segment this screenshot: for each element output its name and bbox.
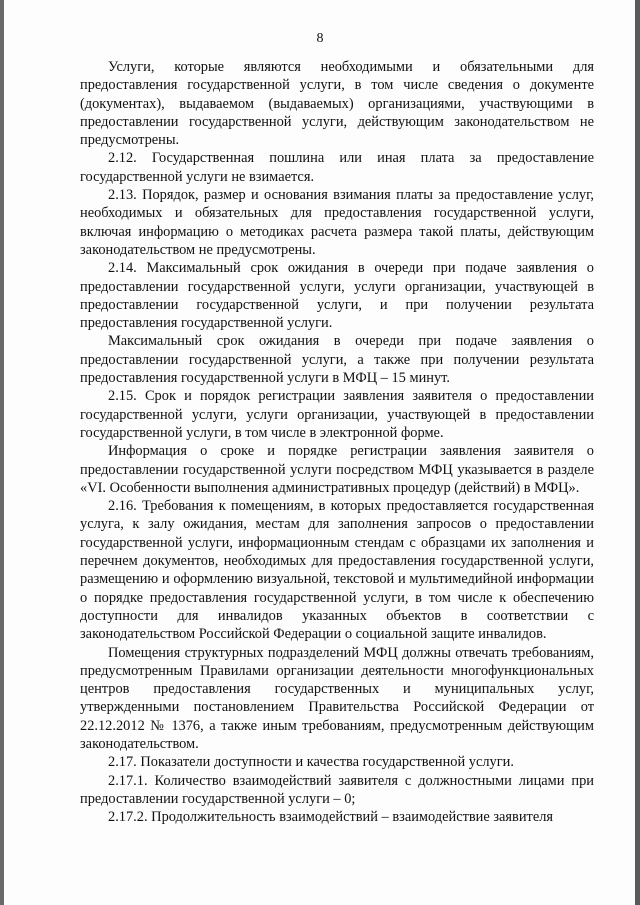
paragraph-2-12: 2.12. Государственная пошлина или иная плата за предоставление государственной услуги не взимается. — [80, 150, 594, 185]
paragraph-registration-info: Информация о сроке и порядке регистрации заявления заявителя о предоставлении государственной услуги посредством МФЦ указывается в разделе «VI. Особенности выполнения административных процедур (действий) в МФЦ». — [80, 443, 594, 496]
document-body — [80, 58, 594, 826]
paragraph-2-17: 2.17. Показатели доступности и качества государственной услуги. — [108, 754, 514, 771]
paragraph-2-16: 2.16. Требования к помещениям, в которых предоставляется государственная услуга, к залу ожидания, местам для заполнения запросов о предоставлении государственной услуги, информационным стендам с образцами их заполнения и перечнем документов, необходимых для предоставления государственной услуги, размещению и оформлению визуальной, текстовой и мультимедийной информации о порядке предоставления государственной услуги, в том числе к обеспечению доступности для инвалидов указанных объектов в соответствии с законодательством Российской Федерации о социальной защите инвалидов. — [80, 498, 594, 643]
paragraph-2-17-1: 2.17.1. Количество взаимодействий заявителя с должностными лицами при предоставлении государственной услуги – 0; — [80, 772, 594, 807]
paragraph-max-wait-time: Максимальный срок ожидания в очереди при подаче заявления о предоставлении государственной услуги, а также при получении результата предоставления государственной услуги в МФЦ – 15 минут. — [80, 333, 594, 387]
paragraph-premises-requirements: Помещения структурных подразделений МФЦ должны отвечать требованиям, предусмотренным Правилами организации деятельности многофункциональных центров предоставления государственных и муниципальных услуг, утвержденными постановлением Правительства Российской Федерации от 22.12.2012 № 1376, а также иным требованиям, предусмотренным действующим законодательством. — [80, 644, 594, 752]
paragraph-2-17-2: 2.17.2. Продолжительность взаимодействий – взаимодействие заявителя — [108, 809, 554, 826]
paragraph-services-not-required: Услуги, которые являются необходимыми и обязательными для предоставления государственной услуги, в том числе сведения о документе (документах), выдаваемом (выдаваемых) организациями, участвующими в предоставлении государственной услуги, действующим законодательством не предусмотрены. — [80, 59, 594, 149]
paragraph-2-14: 2.14. Максимальный срок ожидания в очереди при подаче заявления о предоставлении государственной услуги, услуги организации, участвующей в предоставлении государственной услуги, и при получении результата предоставления государственной услуги. — [80, 260, 594, 332]
scan-edge-left — [0, 0, 4, 905]
paragraph-2-15: 2.15. Срок и порядок регистрации заявления заявителя о предоставлении государственной услуги, услуги организации, участвующей в предоставлении государственной услуги, в том числе в электронной форме. — [80, 388, 594, 441]
paragraph-2-13: 2.13. Порядок, размер и основания взимания платы за предоставление услуг, необходимых и обязательных для предоставления государственной услуги, включая информацию о методиках расчета размера такой платы, действующим законодательством не предусмотрены. — [80, 187, 594, 258]
scan-edge-right — [635, 0, 640, 905]
page-number: 8 — [316, 31, 324, 46]
